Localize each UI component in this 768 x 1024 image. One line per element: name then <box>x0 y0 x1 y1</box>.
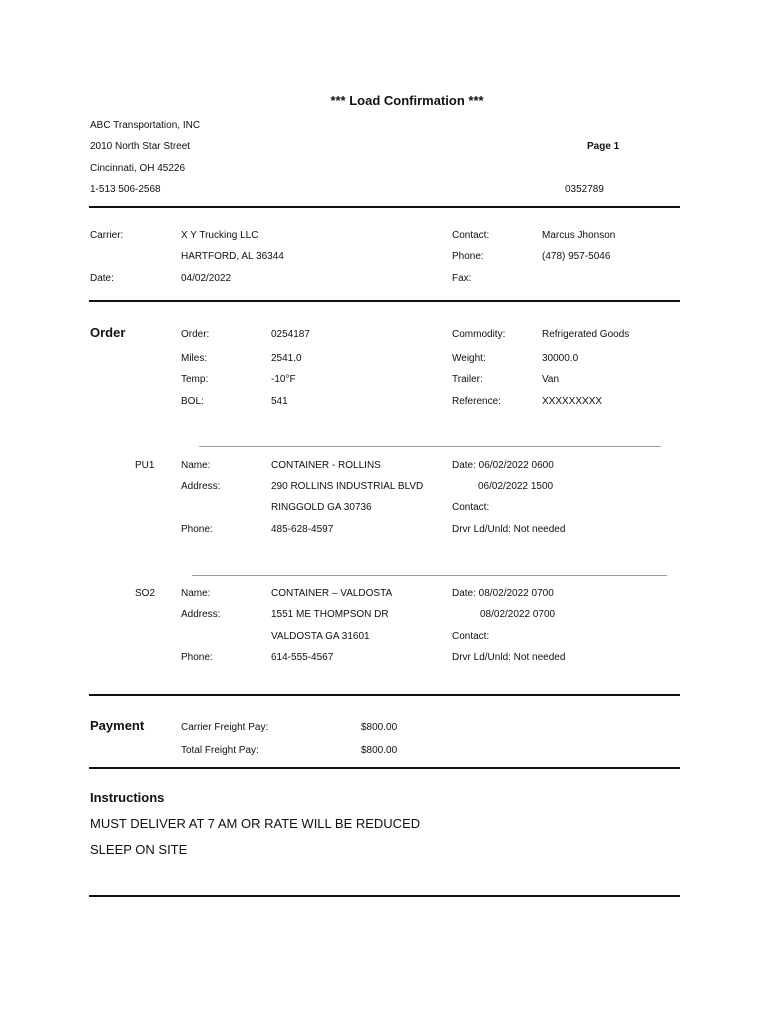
contact-label: Contact: <box>452 230 490 241</box>
commodity-value: Refrigerated Goods <box>542 329 630 340</box>
stop-phone-label: Phone: <box>181 524 213 535</box>
stop-name-label: Name: <box>181 460 211 471</box>
stop-phone: 614-555-4567 <box>271 652 334 663</box>
stop-name-label: Name: <box>181 588 211 599</box>
company-name: ABC Transportation, INC <box>90 120 201 131</box>
page-title: *** Load Confirmation *** <box>330 93 484 108</box>
stop-name: CONTAINER – VALDOSTA <box>271 588 393 599</box>
phone-value: (478) 957-5046 <box>542 251 611 262</box>
miles-value: 2541.0 <box>271 353 302 364</box>
footer-divider <box>89 895 680 897</box>
trailer-value: Van <box>542 374 560 385</box>
page-number: Page 1 <box>587 141 620 152</box>
instruction-line: MUST DELIVER AT 7 AM OR RATE WILL BE REDUCED <box>90 816 421 831</box>
order-heading: Order <box>90 325 126 340</box>
stop-address-line1: 290 ROLLINS INDUSTRIAL BLVD <box>271 481 424 492</box>
stop-driver-load: Drvr Ld/Unld: Not needed <box>452 652 566 663</box>
miles-label: Miles: <box>181 353 208 364</box>
carrier-label: Carrier: <box>90 230 124 241</box>
instruction-line: SLEEP ON SITE <box>90 842 188 857</box>
weight-label: Weight: <box>452 353 486 364</box>
stop-divider <box>192 575 667 576</box>
stop-date-to: 06/02/2022 1500 <box>478 481 554 492</box>
stop-driver-load: Drvr Ld/Unld: Not needed <box>452 524 566 535</box>
carrier-divider <box>89 300 680 302</box>
temp-value: -10°F <box>271 374 296 385</box>
stop-date-to: 08/02/2022 0700 <box>480 609 556 620</box>
fax-label: Fax: <box>452 273 472 284</box>
stop-id: PU1 <box>135 460 155 471</box>
reference-value: XXXXXXXXX <box>542 396 603 407</box>
stop-address-label: Address: <box>181 609 221 620</box>
bol-value: 541 <box>271 396 288 407</box>
payment-divider <box>89 767 680 769</box>
date-value: 04/02/2022 <box>181 273 232 284</box>
company-street: 2010 North Star Street <box>90 141 191 152</box>
stop-address-line2: RINGGOLD GA 30736 <box>271 502 372 513</box>
order-value: 0254187 <box>271 329 310 340</box>
carrier-pay-value: $800.00 <box>361 722 398 733</box>
phone-label: Phone: <box>452 251 484 262</box>
carrier-name: X Y Trucking LLC <box>181 230 259 241</box>
stop-name: CONTAINER - ROLLINS <box>271 460 381 471</box>
stop-divider <box>199 446 661 447</box>
company-phone: 1-513 506-2568 <box>90 184 161 195</box>
total-pay-label: Total Freight Pay: <box>181 745 259 756</box>
contact-value: Marcus Jhonson <box>542 230 616 241</box>
reference-label: Reference: <box>452 396 501 407</box>
stop-date-from: Date: 08/02/2022 0700 <box>452 588 554 599</box>
instructions-heading: Instructions <box>90 790 165 805</box>
carrier-address: HARTFORD, AL 36344 <box>181 251 284 262</box>
weight-value: 30000.0 <box>542 353 579 364</box>
stop-address-label: Address: <box>181 481 221 492</box>
stop-contact: Contact: <box>452 631 490 642</box>
stop-contact: Contact: <box>452 502 490 513</box>
temp-label: Temp: <box>181 374 209 385</box>
trailer-label: Trailer: <box>452 374 483 385</box>
stop-date-from: Date: 06/02/2022 0600 <box>452 460 554 471</box>
load-number: 0352789 <box>565 184 604 195</box>
stop-id: SO2 <box>135 588 156 599</box>
date-label: Date: <box>90 273 114 284</box>
stop-phone-label: Phone: <box>181 652 213 663</box>
stop-address-line2: VALDOSTA GA 31601 <box>271 631 370 642</box>
stop-phone: 485-628-4597 <box>271 524 334 535</box>
order-label: Order: <box>181 329 210 340</box>
payment-heading: Payment <box>90 718 145 733</box>
header-divider <box>89 206 680 208</box>
bol-label: BOL: <box>181 396 204 407</box>
company-city: Cincinnati, OH 45226 <box>90 163 186 174</box>
order-divider <box>89 694 680 696</box>
total-pay-value: $800.00 <box>361 745 398 756</box>
carrier-pay-label: Carrier Freight Pay: <box>181 722 269 733</box>
stop-address-line1: 1551 ME THOMPSON DR <box>271 609 389 620</box>
commodity-label: Commodity: <box>452 329 506 340</box>
